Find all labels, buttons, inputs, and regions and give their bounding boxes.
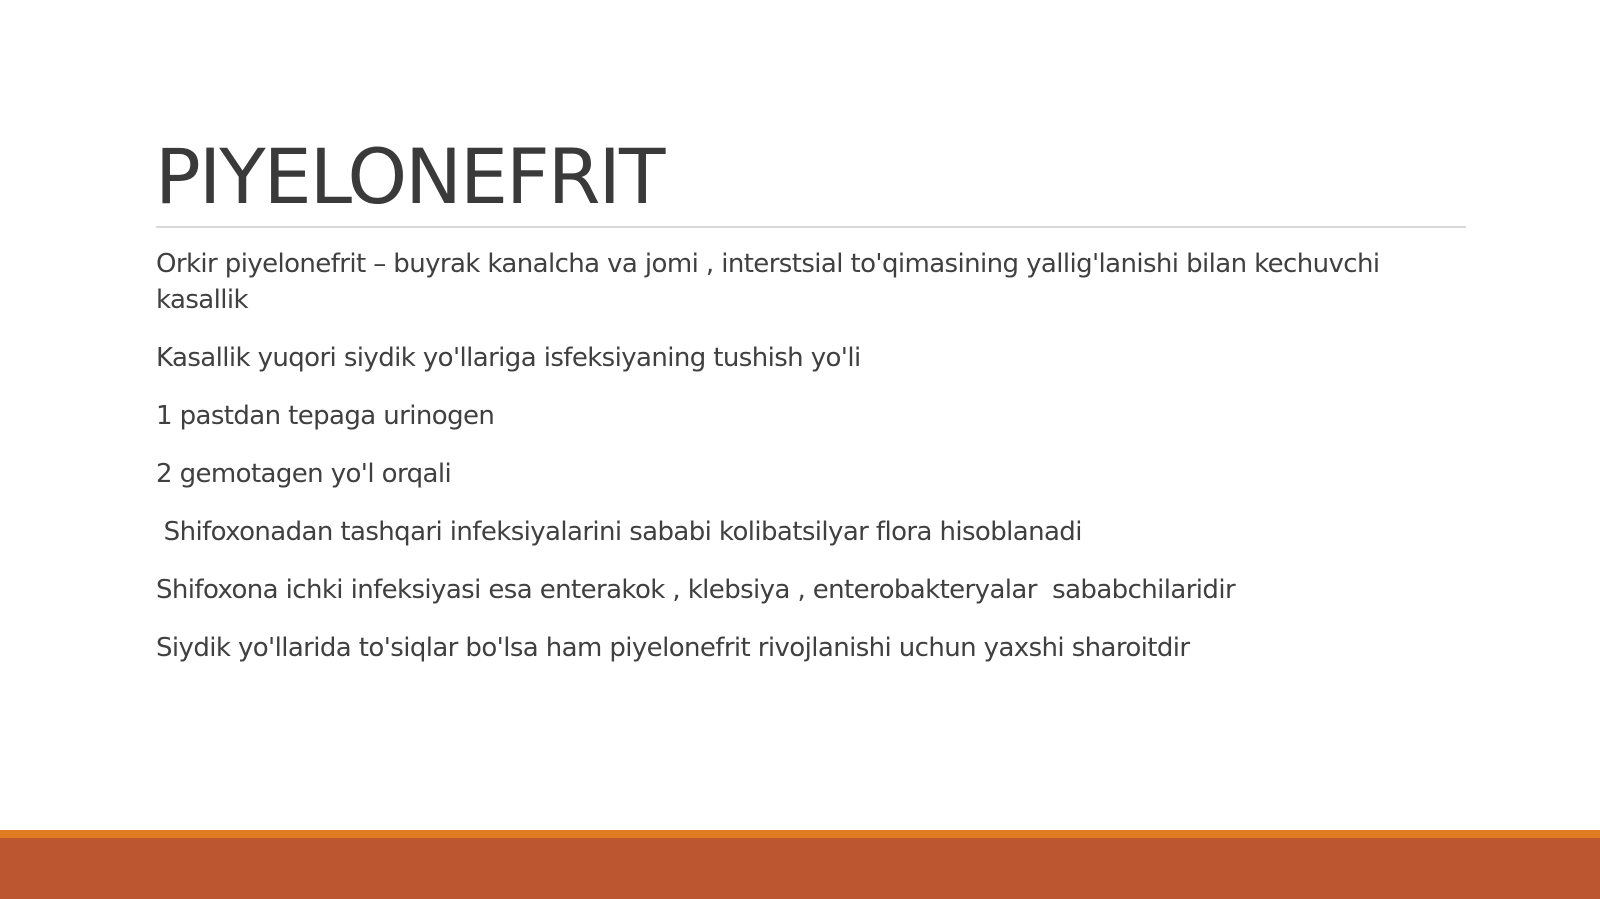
title-divider <box>156 226 1466 228</box>
bullet-item: Kasallik yuqori siydik yo'llariga isfeksiyaning tushish yo'li <box>156 343 861 373</box>
bullet-item: Shifoxonadan tashqari infeksiyalarini sababi kolibatsilyar flora hisoblanadi <box>156 517 1082 547</box>
bullet-item: Shifoxona ichki infeksiyasi esa enterakok , klebsiya , enterobakteryalar sababchilaridir <box>156 575 1236 605</box>
bullet-list <box>156 246 1446 688</box>
bullet-item: Orkir piyelonefrit – buyrak kanalcha va jomi , interstsial to'qimasining yallig'lanishi bilan kechuvchi kasallik <box>156 249 1380 315</box>
bullet-item: 2 gemotagen yo'l orqali <box>156 459 452 489</box>
bullet-item: 1 pastdan tepaga urinogen <box>156 401 495 431</box>
slide-title: PIYELONEFRIT <box>155 132 664 221</box>
footer-accent-stripe <box>0 830 1600 838</box>
bullet-item: Siydik yo'llarida to'siqlar bo'lsa ham piyelonefrit rivojlanishi uchun yaxshi sharoitdir <box>156 633 1190 663</box>
footer-bar <box>0 838 1600 899</box>
